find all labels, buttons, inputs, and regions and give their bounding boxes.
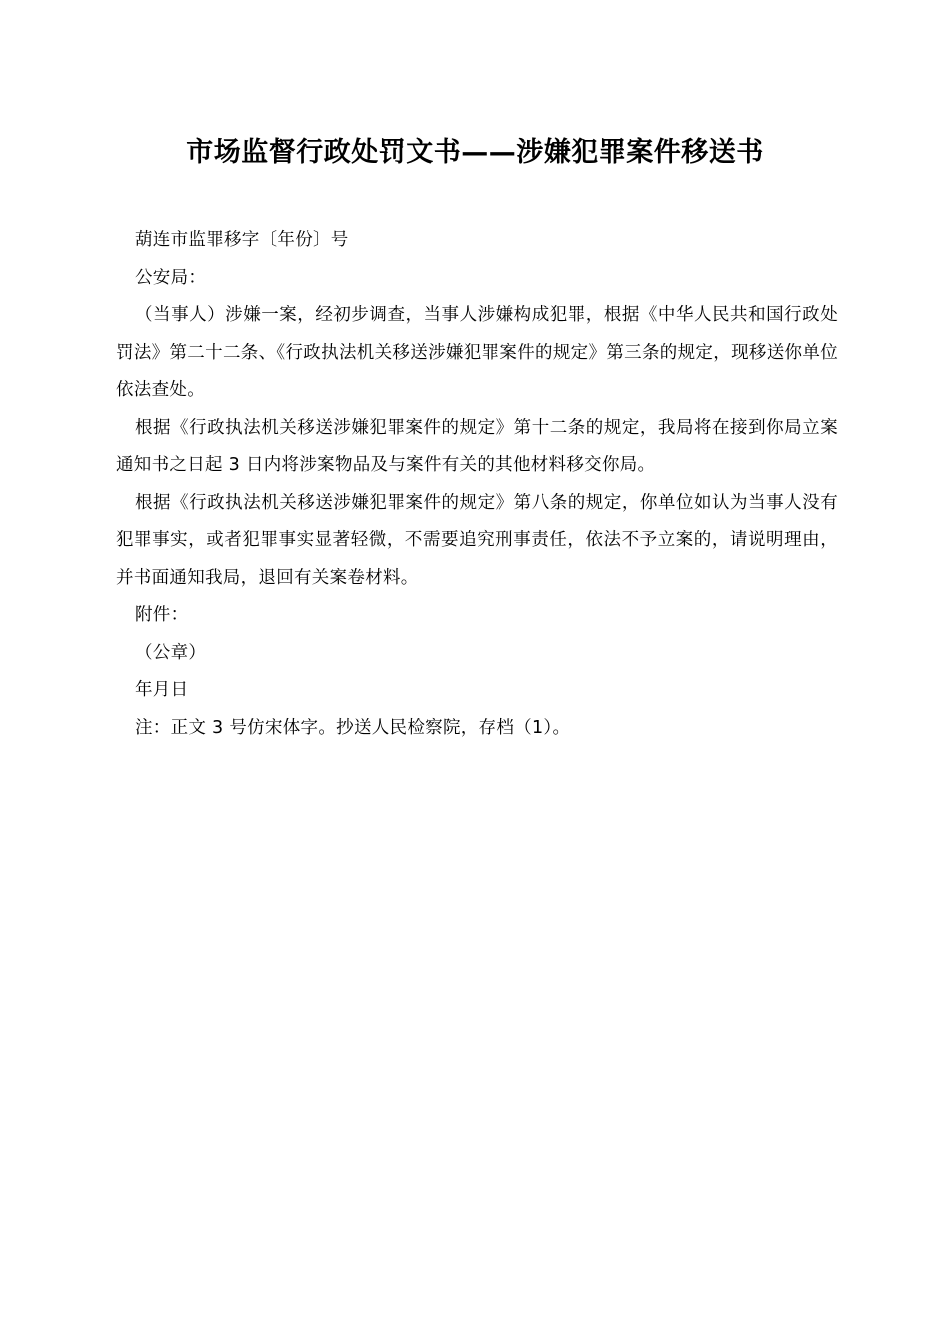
- recipient-line: 公安局：: [135, 267, 207, 288]
- document-body: [116, 222, 838, 747]
- document-title: 市场监督行政处罚文书——涉嫌犯罪案件移送书: [186, 137, 764, 168]
- document-number: 葫连市监罪移字〔年份〕号: [135, 230, 349, 250]
- paragraph-transfer: （当事人）涉嫌一案，经初步调查，当事人涉嫌构成犯罪，根据《中华人民共和国行政处罚法》第二十二条、《行政执法机关移送涉嫌犯罪案件的规定》第三条的规定，现移送你单位依法查处。: [116, 305, 838, 400]
- paragraph-no-case: 根据《行政执法机关移送涉嫌犯罪案件的规定》第八条的规定，你单位如认为当事人没有犯罪事实，或者犯罪事实显著轻微，不需要追究刑事责任，依法不予立案的，请说明理由，并书面通知我局，退回有关案卷材料。: [116, 492, 838, 588]
- attachment-label: 附件：: [135, 605, 189, 625]
- paragraph-materials: 根据《行政执法机关移送涉嫌犯罪案件的规定》第十二条的规定，我局将在接到你局立案通知书之日起 3 日内将涉案物品及与案件有关的其他材料移交你局。: [116, 417, 838, 475]
- footnote: 注：正文 3 号仿宋体字。抄送人民检察院，存档（1）。: [135, 717, 571, 738]
- official-seal: （公章）: [135, 642, 207, 663]
- date-line: 年月日: [135, 680, 189, 700]
